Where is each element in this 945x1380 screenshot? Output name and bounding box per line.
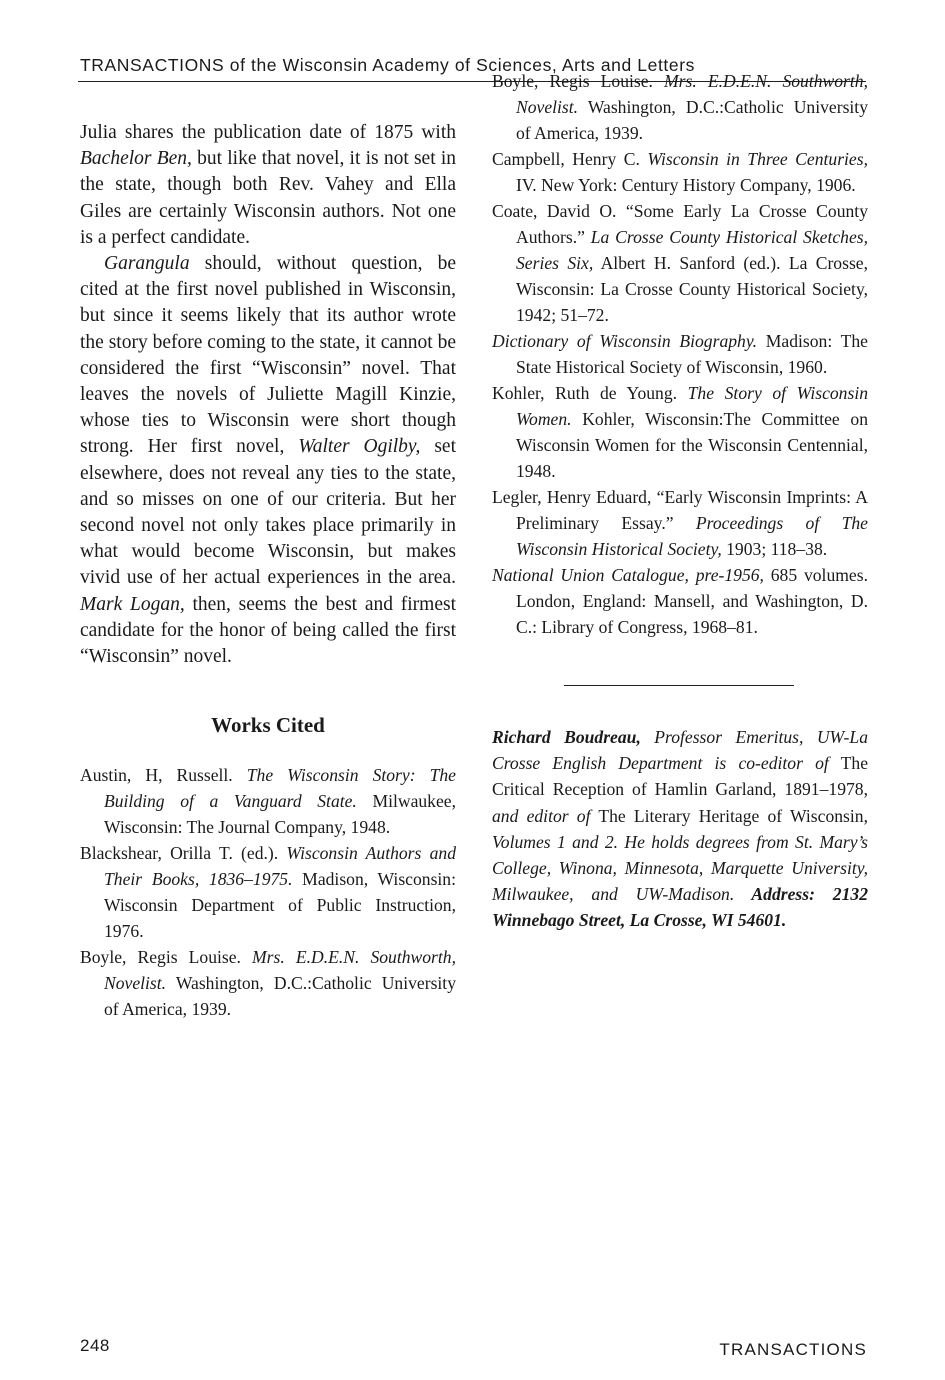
reference-title: The Story of Wisconsin Women.: [516, 383, 868, 429]
text-run: Austin, H, Russell.: [80, 765, 247, 786]
footer-journal-title: TRANSACTIONS: [719, 1340, 867, 1359]
author-bio: [492, 724, 868, 934]
reference-austin: [80, 762, 456, 840]
text-run: Kohler, Wisconsin:The Committee on Wisconsin Women for the Wisconsin Centennial, 1948.: [516, 409, 868, 481]
text-run: Kohler, Ruth de Young.: [492, 383, 688, 403]
reference-national-union-catalogue: [492, 562, 868, 640]
text-run: Madison: The State Historical Society of Wisconsin, 1960.: [516, 331, 868, 377]
title-garangula: Garangula: [104, 253, 190, 275]
text-run: Campbell, Henry C.: [492, 149, 648, 169]
book-title: The Critical Reception of Hamlin Garland, 1891–1978,: [492, 753, 869, 800]
text-run: Boyle, Regis Louise.: [492, 71, 665, 91]
title-mark-logan: Mark Logan,: [80, 593, 185, 615]
reference-dictionary: [492, 328, 868, 380]
reference-title: Mrs. E.D.E.N. Southworth, Novelist.: [516, 71, 868, 117]
reference-title: Mrs. E.D.E.N. Southworth, Novelist.: [104, 947, 456, 994]
text-run: Washington, D.C.:Catholic University of America, 1939.: [104, 973, 456, 1020]
text-run: then, seems the best and firmest candidate for the honor of being called the first “Wisconsin” novel.: [80, 593, 456, 668]
text-run: 1903; 118–38.: [721, 539, 828, 559]
reference-boyle: [80, 944, 456, 1020]
section-divider: [564, 685, 794, 686]
right-column: [492, 71, 869, 934]
text-run: Legler, Henry Eduard, “Early Wisconsin Imprints: A Preliminary Essay.”: [492, 487, 868, 533]
works-cited-heading: Works Cited: [211, 713, 325, 738]
reference-title: Wisconsin in Three Centuries,: [647, 149, 868, 169]
author-address: Address: 2132 Winnebago Street, La Crosse, WI 54601.: [492, 884, 868, 931]
text-run: Coate, David O. “Some Early La Crosse County Authors.”: [492, 201, 868, 247]
reference-coate: [492, 198, 868, 328]
text-run: Volumes 1 and 2. He holds degrees from St. Mary’s College, Winona, Minnesota, Marquette University, Milwaukee, and UW-Madison.: [492, 831, 868, 905]
reference-title: National Union Catalogue, pre-1956,: [492, 565, 764, 585]
text-run: 685 volumes. London, England: Mansell, and Washington, D. C.: Library of Congress, 1968–81.: [516, 565, 868, 637]
title-walter-ogilby: Walter Ogilby,: [298, 436, 421, 458]
reference-legler: [492, 484, 868, 562]
book-title: The Literary Heritage of Wisconsin,: [590, 805, 868, 826]
reference-title: Wisconsin Authors and Their Books, 1836–1975.: [104, 843, 456, 890]
text-run: Blackshear, Orilla T. (ed.).: [80, 843, 287, 864]
text-run: Washington, D.C.:Catholic University of America, 1939.: [516, 97, 868, 143]
text-run: Julia shares the publication date of 1875 with: [80, 122, 456, 143]
text-run: IV. New York: Century History Company, 1906.: [516, 175, 856, 195]
reference-campbell: [492, 146, 868, 198]
reference-boyle-continued: [492, 71, 868, 146]
reference-blackshear: [80, 840, 456, 944]
title-bachelor-ben: Bachelor Ben,: [80, 148, 192, 170]
boyle-overflow-line: [492, 68, 868, 146]
text-run: and editor of: [492, 805, 591, 826]
reference-kohler: [492, 380, 868, 484]
text-run: Madison, Wisconsin: Wisconsin Department of Public Instruction, 1976.: [104, 869, 456, 942]
reference-title: Dictionary of Wisconsin Biography.: [492, 331, 758, 351]
text-run: should, without question, be cited at the first novel published in Wisconsin, but since it seems likely that its author wrote the story before coming to the state, it cannot be considered the first “Wisconsin” novel. That leaves the novels of Juliette Magill Kinzie, whose ties to Wisconsin were short though strong. Her first novel,: [80, 253, 456, 458]
text-run: set elsewhere, does not reveal any ties to the state, and so misses on one of our criteria. But her second novel not only takes place primarily in what would become Wisconsin, but makes vivid use of her actual experiences in the area.: [80, 436, 457, 589]
body-paragraph-2: [80, 251, 456, 670]
text-run: Boyle, Regis Louise.: [80, 947, 253, 968]
body-paragraph-1: [80, 120, 456, 251]
author-name: Richard Boudreau,: [492, 727, 641, 747]
text-run: Professor Emeritus, UW-La Crosse English Department is co-editor of: [492, 727, 868, 774]
left-column: [80, 120, 457, 1020]
running-header: TRANSACTIONS of the Wisconsin Academy of Sciences, Arts and Letters: [80, 55, 696, 75]
reference-title: Proceedings of The Wisconsin Historical Society,: [516, 513, 868, 559]
reference-title: The Wisconsin Story: The Building of a Vanguard State.: [104, 765, 456, 812]
reference-title: La Crosse County Historical Sketches, Series Six,: [516, 227, 869, 273]
text-run: but like that novel, it is not set in the state, though both Rev. Vahey and Ella Giles are certainly Wisconsin authors. Not one is a perfect candidate.: [80, 148, 457, 248]
page-number: 248: [80, 1336, 110, 1355]
text-run: Milwaukee, Wisconsin: The Journal Company, 1948.: [104, 791, 456, 838]
text-run: Albert H. Sanford (ed.). La Crosse, Wisconsin: La Crosse County Historical Society, 1942; 51–72.: [516, 253, 868, 325]
